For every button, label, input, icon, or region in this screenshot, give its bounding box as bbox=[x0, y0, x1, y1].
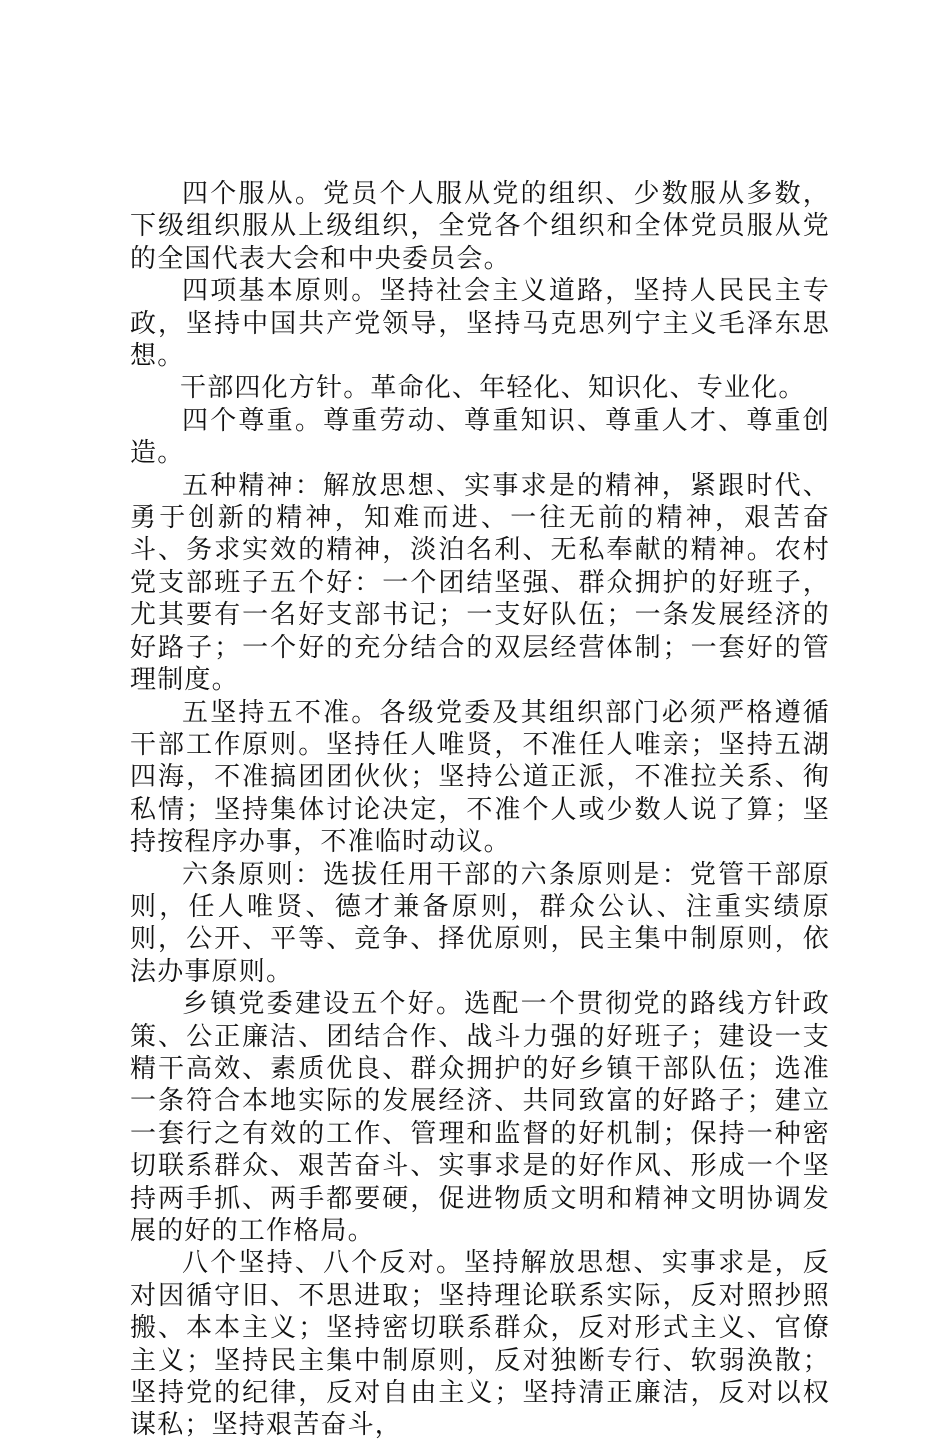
document-body bbox=[130, 178, 830, 1442]
paragraph-four-cardinal-principles: 四项基本原则。坚持社会主义道路，坚持人民民主专政，坚持中国共产党领导，坚持马克思列宁主义毛泽东思想。 bbox=[130, 276, 830, 372]
paragraph-cadre-four-modernizations: 干部四化方针。革命化、年轻化、知识化、专业化。 bbox=[180, 373, 806, 404]
paragraph-four-obediences: 四个服从。党员个人服从党的组织、少数服从多数，下级组织服从上级组织，全党各个组织和全体党员服从党的全国代表大会和中央委员会。 bbox=[130, 179, 830, 274]
paragraph-township-five-goods: 乡镇党委建设五个好。选配一个贯彻党的路线方针政策、公正廉洁、团结合作、战斗力强的好班子；建设一支精干高效、素质优良、群众拥护的好乡镇干部队伍；选准一条符合本地实际的发展经济、共同致富的好路子；建立一套行之有效的工作、管理和监督的好机制；保持一种密切联系群众、艰苦奋斗、实事求是的好作风、形成一个坚持两手抓、两手都要硬，促进物质文明和精神文明协调发展的好的工作格局。 bbox=[130, 989, 830, 1246]
paragraph-five-spirits: 五种精神：解放思想、实事求是的精神，紧跟时代、勇于创新的精神，知难而进、一往无前的精神，艰苦奋斗、务求实效的精神，淡泊名利、无私奉献的精神。农村党支部班子五个好：一个团结坚强、群众拥护的好班子，尤其要有一名好支部书记；一支好队伍；一条发展经济的好路子；一个好的充分结合的双层经营体制；一套好的管理制度。 bbox=[130, 470, 830, 696]
paragraph-six-principles: 六条原则：选拔任用干部的六条原则是：党管干部原则，任人唯贤、德才兼备原则，群众公认、注重实绩原则，公开、平等、竞争、择优原则，民主集中制原则，依法办事原则。 bbox=[130, 859, 830, 987]
paragraph-eight-insists-eight-opposes: 八个坚持、八个反对。坚持解放思想、实事求是，反对因循守旧、不思进取；坚持理论联系实际，反对照抄照搬、本本主义；坚持密切联系群众，反对形式主义、官僚主义；坚持民主集中制原则，反对独断专行、软弱涣散；坚持党的纪律，反对自由主义；坚持清正廉洁，反对以权谋私；坚持艰苦奋斗， bbox=[130, 1248, 830, 1441]
paragraph-four-respects: 四个尊重。尊重劳动、尊重知识、尊重人才、尊重创造。 bbox=[130, 405, 830, 469]
paragraph-five-insists-five-forbids: 五坚持五不准。各级党委及其组织部门必须严格遵循干部工作原则。坚持任人唯贤，不准任人唯亲；坚持五湖四海，不准搞团团伙伙；坚持公道正派，不准拉关系、徇私情；坚持集体讨论决定，不准个人或少数人说了算；坚持按程序办事，不准临时动议。 bbox=[130, 697, 830, 858]
